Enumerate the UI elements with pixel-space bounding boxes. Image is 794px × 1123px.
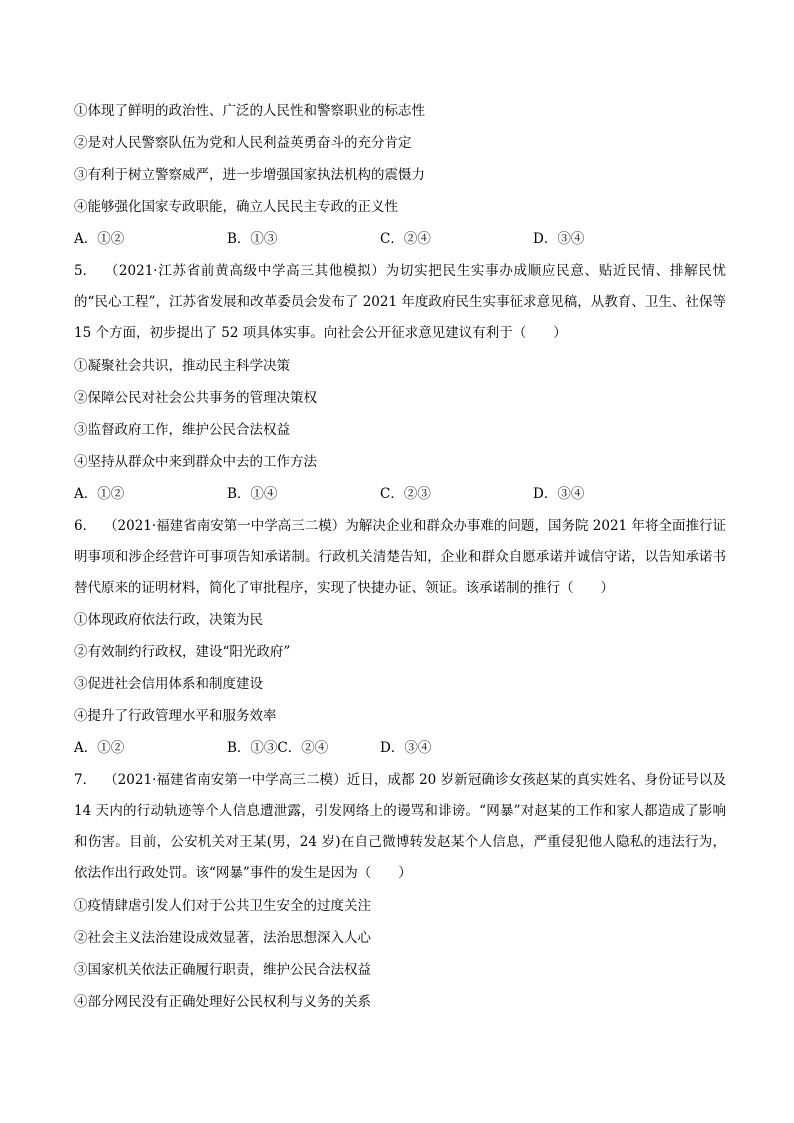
q7-stem-text: （2021·福建省南安第一中学高三二模）近日，成都 20 岁新冠确诊女孩赵某的真实姓名、身份证号以及 14 天内的行动轨迹等个人信息遭泄露，引发网络上的谩骂和诽谤。“网暴”对赵某的工作和家人都造成了影响和伤害。目前，公安机关对王某(男，24 岁)在自己微博转发赵某个人信息，严重侵犯他人隐私的违法行为，依法作出行政处罚。该“网暴”事件的发生是因为（ ） (74, 772, 726, 881)
q5-answer-d: D．③④ (533, 486, 585, 502)
q7-option-2: ②社会主义法治建设成效显著，法治思想深入人心 (74, 930, 371, 946)
q5-option-4: ④坚持从群众中来到群众中去的工作方法 (74, 454, 317, 470)
q4-answer-c: C．②④ (380, 231, 431, 247)
q5-answers (74, 484, 674, 504)
q4-answers (74, 229, 674, 249)
q6-answer-d: D．③④ (380, 740, 432, 756)
q6-option-2: ②有效制约行政权，建设“阳光政府” (74, 644, 291, 660)
q5-option-3: ③监督政府工作，维护公民合法权益 (74, 422, 290, 438)
q5-number: 5． (74, 263, 97, 279)
q5-answer-c: C．②③ (380, 486, 431, 502)
q6-stem-text: （2021·福建省南安第一中学高三二模）为解决企业和群众办事难的问题，国务院 2021 年将全面推行证明事项和涉企经营许可事项告知承诺制。行政机关清楚告知，企业和群众自愿承诺并诚信守诺，以告知承诺书替代原来的证明材料，简化了审批程序，实现了快捷办证、领证。该承诺制的推行（ ） (74, 518, 726, 596)
q7-number: 7． (74, 772, 97, 788)
q5-answer-b: B．①④ (227, 486, 278, 502)
q6-option-4: ④提升了行政管理水平和服务效率 (74, 708, 277, 724)
q4-option-3: ③有利于树立警察威严，进一步增强国家执法机构的震慑力 (74, 167, 425, 183)
q5-answer-a: A．①② (74, 486, 125, 502)
q4-option-4: ④能够强化国家专政职能，确立人民民主专政的正义性 (74, 199, 398, 215)
q5-option-2: ②保障公民对社会公共事务的管理决策权 (74, 390, 317, 406)
q7-option-4: ④部分网民没有正确处理好公民权利与义务的关系 (74, 994, 371, 1010)
q7-stem (74, 765, 726, 889)
q6-answers (74, 738, 674, 758)
q6-option-1: ①体现政府依法行政，决策为民 (74, 612, 263, 628)
q5-stem (74, 256, 726, 349)
q5-option-1: ①凝聚社会共识，推动民主科学决策 (74, 358, 290, 374)
q4-option-1: ①体现了鲜明的政治性、广泛的人民性和警察职业的标志性 (74, 103, 425, 119)
q6-option-3: ③促进社会信用体系和制度建设 (74, 676, 263, 692)
q7-option-3: ③国家机关依法正确履行职责，维护公民合法权益 (74, 962, 371, 978)
q6-answer-a: A．①② (74, 740, 125, 756)
q6-stem (74, 511, 726, 604)
q6-number: 6． (74, 518, 97, 534)
q6-answer-bc: B．①③C．②④ (227, 740, 329, 756)
q7-option-1: ①疫情肆虐引发人们对于公共卫生安全的过度关注 (74, 898, 371, 914)
q4-answer-b: B．①③ (227, 231, 278, 247)
q4-option-2: ②是对人民警察队伍为党和人民利益英勇奋斗的充分肯定 (74, 135, 412, 151)
q4-answer-d: D．③④ (533, 231, 585, 247)
q4-answer-a: A．①② (74, 231, 125, 247)
q5-stem-text: （2021·江苏省前黄高级中学高三其他模拟）为切实把民生实事办成顺应民意、贴近民情、排解民忧的“民心工程”，江苏省发展和改革委员会发布了 2021 年度政府民生实事征求意见稿，从教育、卫生、社保等 15 个方面，初步提出了 52 项具体实事。向社会公开征求意见建议有利于（ ） (74, 263, 726, 341)
